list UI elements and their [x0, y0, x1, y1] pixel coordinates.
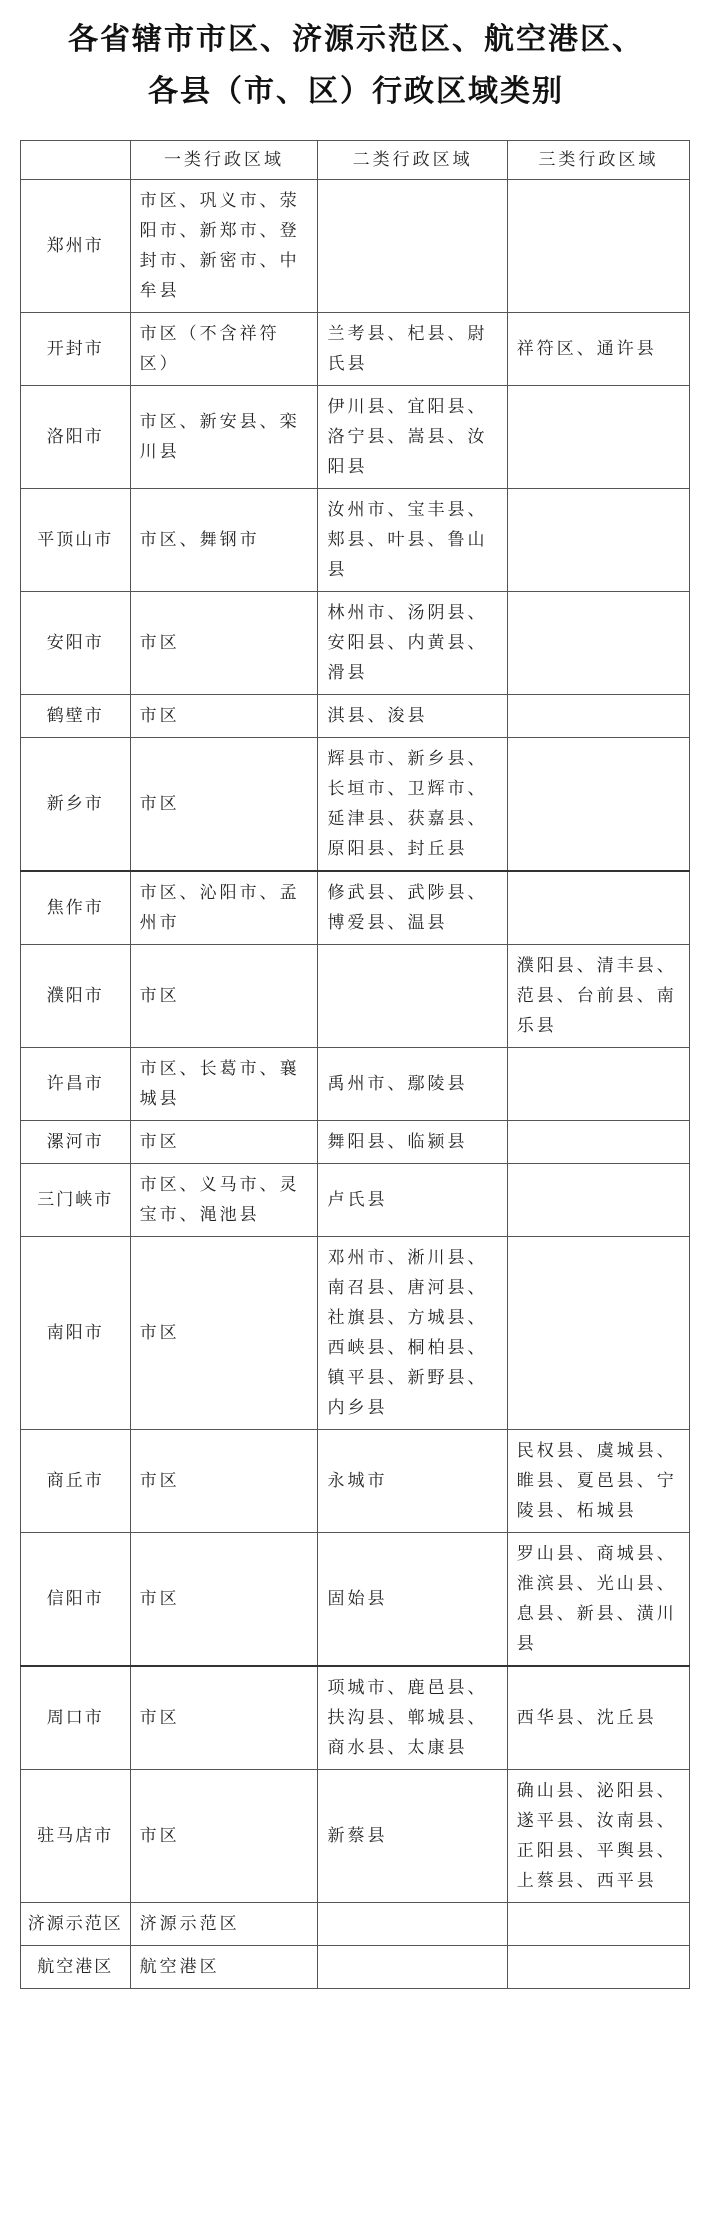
- class-2-cell: 兰考县、杞县、尉氏县: [318, 313, 507, 386]
- table-row: [21, 313, 690, 386]
- class-3-cell: [507, 1048, 689, 1121]
- city-cell: 开封市: [21, 313, 131, 386]
- class-2-cell: [318, 180, 507, 313]
- class-2-cell: 卢氏县: [318, 1164, 507, 1237]
- city-cell: 平顶山市: [21, 489, 131, 592]
- class-3-cell: [507, 1121, 689, 1164]
- city-cell: 洛阳市: [21, 386, 131, 489]
- class-2-cell: 新蔡县: [318, 1770, 507, 1903]
- table-row: [21, 1770, 690, 1903]
- page-title-line-1: 各省辖市市区、济源示范区、航空港区、: [68, 22, 644, 57]
- class-2-cell: 汝州市、宝丰县、郏县、叶县、鲁山县: [318, 489, 507, 592]
- header-class-2: 二类行政区域: [318, 141, 507, 180]
- class-2-cell: 林州市、汤阴县、安阳县、内黄县、滑县: [318, 592, 507, 695]
- class-1-cell: 航空港区: [130, 1946, 318, 1989]
- class-3-cell: [507, 1164, 689, 1237]
- class-2-cell: 辉县市、新乡县、长垣市、卫辉市、延津县、获嘉县、原阳县、封丘县: [318, 738, 507, 872]
- city-cell: 济源示范区: [21, 1903, 131, 1946]
- city-cell: 信阳市: [21, 1533, 131, 1667]
- class-2-cell: 禹州市、鄢陵县: [318, 1048, 507, 1121]
- city-cell: 许昌市: [21, 1048, 131, 1121]
- page-title-line-2: 各县（市、区）行政区域类别: [148, 74, 564, 109]
- table-row: [21, 695, 690, 738]
- class-2-cell: 淇县、浚县: [318, 695, 507, 738]
- city-cell: 三门峡市: [21, 1164, 131, 1237]
- header-class-3: 三类行政区域: [507, 141, 689, 180]
- class-3-cell: [507, 1946, 689, 1989]
- city-cell: 郑州市: [21, 180, 131, 313]
- class-3-cell: 确山县、泌阳县、遂平县、汝南县、正阳县、平舆县、上蔡县、西平县: [507, 1770, 689, 1903]
- class-2-cell: 固始县: [318, 1533, 507, 1667]
- class-2-cell: 永城市: [318, 1430, 507, 1533]
- class-3-cell: [507, 738, 689, 872]
- class-2-cell: 舞阳县、临颍县: [318, 1121, 507, 1164]
- class-1-cell: 济源示范区: [130, 1903, 318, 1946]
- city-cell: 新乡市: [21, 738, 131, 872]
- class-2-cell: 项城市、鹿邑县、扶沟县、郸城县、商水县、太康县: [318, 1666, 507, 1770]
- class-3-cell: 濮阳县、清丰县、范县、台前县、南乐县: [507, 945, 689, 1048]
- city-cell: 航空港区: [21, 1946, 131, 1989]
- class-1-cell: 市区: [130, 695, 318, 738]
- table-row: [21, 871, 690, 945]
- city-cell: 安阳市: [21, 592, 131, 695]
- header-city: [21, 141, 131, 180]
- table-row: [21, 1533, 690, 1667]
- header-class-1: 一类行政区域: [130, 141, 318, 180]
- class-1-cell: 市区: [130, 1666, 318, 1770]
- class-1-cell: 市区: [130, 1533, 318, 1667]
- class-3-cell: [507, 180, 689, 313]
- class-3-cell: [507, 695, 689, 738]
- table-row: [21, 1048, 690, 1121]
- table-row: [21, 1121, 690, 1164]
- city-cell: 鹤壁市: [21, 695, 131, 738]
- class-3-cell: [507, 1903, 689, 1946]
- class-1-cell: 市区: [130, 1430, 318, 1533]
- city-cell: 焦作市: [21, 871, 131, 945]
- class-2-cell: 修武县、武陟县、博爱县、温县: [318, 871, 507, 945]
- class-3-cell: 罗山县、商城县、淮滨县、光山县、息县、新县、潢川县: [507, 1533, 689, 1667]
- class-1-cell: 市区、义马市、灵宝市、渑池县: [130, 1164, 318, 1237]
- city-cell: 漯河市: [21, 1121, 131, 1164]
- table-row: [21, 386, 690, 489]
- table-row: [21, 180, 690, 313]
- class-1-cell: 市区: [130, 1237, 318, 1430]
- table-row: [21, 1666, 690, 1770]
- table-row: [21, 1237, 690, 1430]
- class-1-cell: 市区、长葛市、襄城县: [130, 1048, 318, 1121]
- class-1-cell: 市区: [130, 1121, 318, 1164]
- class-1-cell: 市区、巩义市、荥阳市、新郑市、登封市、新密市、中牟县: [130, 180, 318, 313]
- class-3-cell: [507, 871, 689, 945]
- class-1-cell: 市区、沁阳市、孟州市: [130, 871, 318, 945]
- class-1-cell: 市区、舞钢市: [130, 489, 318, 592]
- table-row: [21, 1903, 690, 1946]
- class-3-cell: [507, 1237, 689, 1430]
- table-row: [21, 1164, 690, 1237]
- class-2-cell: 邓州市、淅川县、南召县、唐河县、社旗县、方城县、西峡县、桐柏县、镇平县、新野县、内乡县: [318, 1237, 507, 1430]
- class-2-cell: [318, 1946, 507, 1989]
- class-2-cell: 伊川县、宜阳县、洛宁县、嵩县、汝阳县: [318, 386, 507, 489]
- table-row: [21, 1430, 690, 1533]
- class-1-cell: 市区: [130, 945, 318, 1048]
- table-row: [21, 738, 690, 872]
- class-3-cell: [507, 592, 689, 695]
- city-cell: 驻马店市: [21, 1770, 131, 1903]
- class-3-cell: 西华县、沈丘县: [507, 1666, 689, 1770]
- class-2-cell: [318, 1903, 507, 1946]
- class-1-cell: 市区: [130, 1770, 318, 1903]
- class-3-cell: [507, 386, 689, 489]
- region-category-table: [20, 140, 690, 1989]
- class-3-cell: 祥符区、通许县: [507, 313, 689, 386]
- city-cell: 濮阳市: [21, 945, 131, 1048]
- table-row: [21, 1946, 690, 1989]
- table-header-row: [21, 141, 690, 180]
- class-1-cell: 市区（不含祥符区）: [130, 313, 318, 386]
- class-1-cell: 市区: [130, 738, 318, 872]
- class-3-cell: [507, 489, 689, 592]
- table-row: [21, 592, 690, 695]
- city-cell: 南阳市: [21, 1237, 131, 1430]
- class-1-cell: 市区: [130, 592, 318, 695]
- class-1-cell: 市区、新安县、栾川县: [130, 386, 318, 489]
- city-cell: 商丘市: [21, 1430, 131, 1533]
- table-row: [21, 489, 690, 592]
- city-cell: 周口市: [21, 1666, 131, 1770]
- class-3-cell: 民权县、虞城县、睢县、夏邑县、宁陵县、柘城县: [507, 1430, 689, 1533]
- table-row: [21, 945, 690, 1048]
- class-2-cell: [318, 945, 507, 1048]
